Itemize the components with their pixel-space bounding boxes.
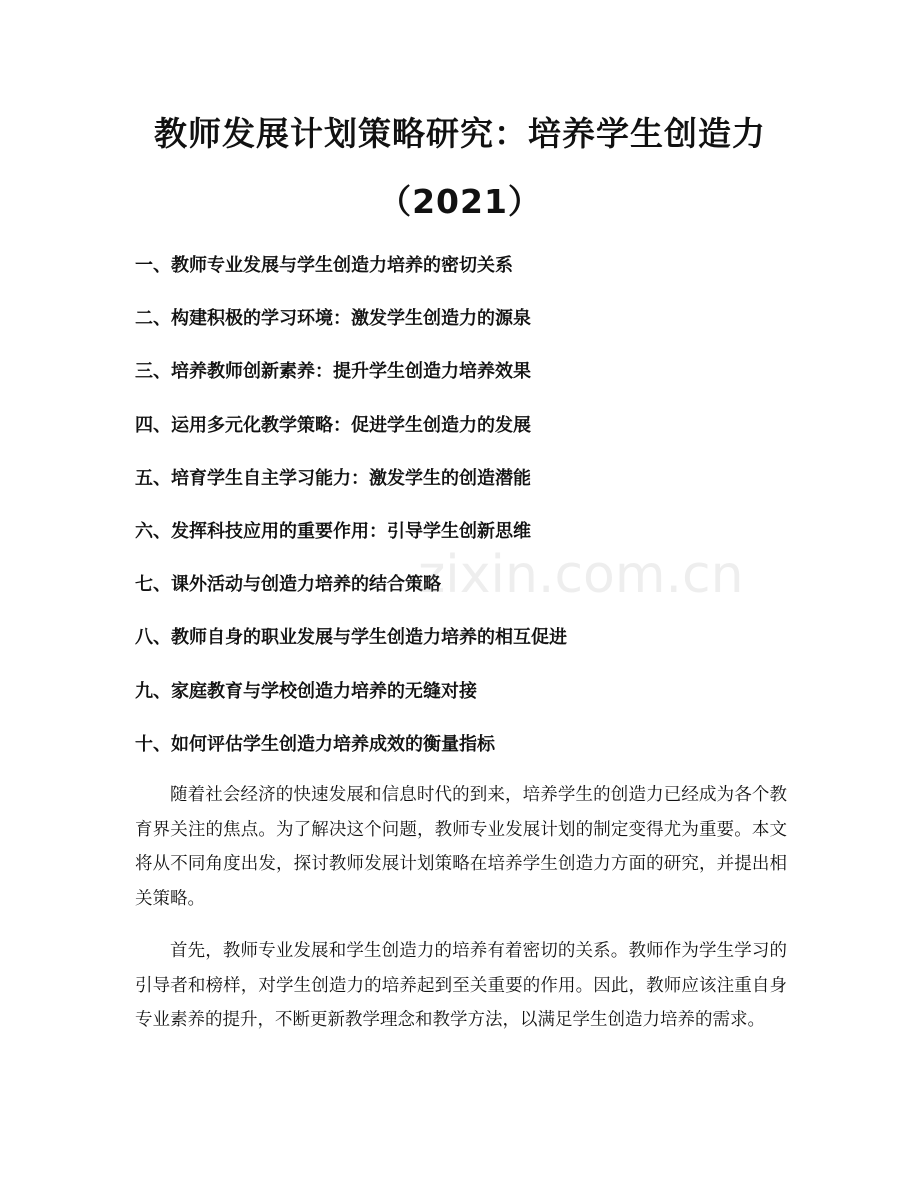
- toc-item-6: 六、发挥科技应用的重要作用：引导学生创新思维: [135, 520, 531, 542]
- body-paragraph-1: 随着社会经济的快速发展和信息时代的到来，培养学生的创造力已经成为各个教育界关注的焦点。为了解决这个问题，教师专业发展计划的制定变得尤为重要。本文将从不同角度出发，探讨教师发展计划策略在培养学生创造力方面的研究，并提出相关策略。: [135, 785, 787, 909]
- document-title: 教师发展计划策略研究：培养学生创造力（2021）: [154, 114, 766, 221]
- toc-item-8: 八、教师自身的职业发展与学生创造力培养的相互促进: [135, 627, 567, 649]
- body-paragraph-2: 首先，教师专业发展和学生创造力的培养有着密切的关系。教师作为学生学习的引导者和榜样，对学生创造力的培养起到至关重要的作用。因此，教师应该注重自身专业素养的提升，不断更新教学理念和教学方法，以满足学生创造力培养的需求。: [135, 941, 787, 1030]
- toc-item-3: 三、培养教师创新素养：提升学生创造力培养效果: [135, 361, 531, 383]
- table-of-contents: [135, 246, 795, 778]
- toc-item-1: 一、教师专业发展与学生创造力培养的密切关系: [135, 255, 513, 276]
- toc-item-5: 五、培育学生自主学习能力：激发学生的创造潜能: [135, 467, 531, 489]
- toc-item-10: 十、如何评估学生创造力培养成效的衡量指标: [135, 733, 495, 755]
- toc-item-7: 七、课外活动与创造力培养的结合策略: [135, 574, 441, 596]
- toc-item-9: 九、家庭教育与学校创造力培养的无缝对接: [135, 680, 477, 702]
- toc-item-4: 四、运用多元化教学策略：促进学生创造力的发展: [135, 414, 531, 436]
- watermark: zixin.com.cn: [418, 545, 744, 605]
- toc-item-2: 二、构建积极的学习环境：激发学生创造力的源泉: [135, 308, 531, 330]
